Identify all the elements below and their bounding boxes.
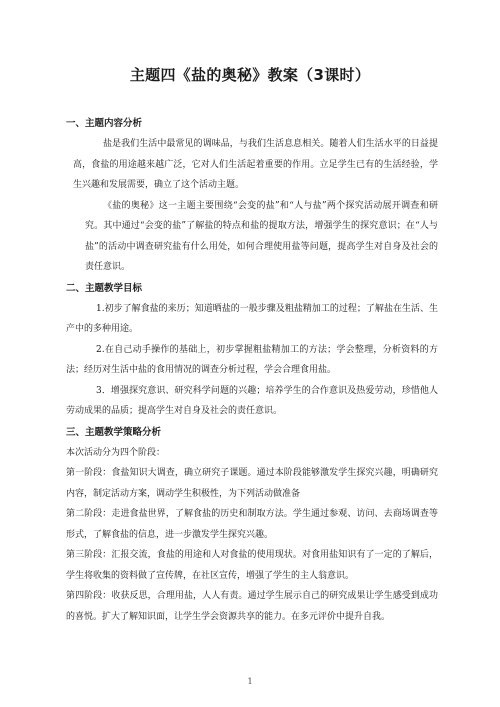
paragraph: 2.在自己动手操作的基础上，初步掌握粗盐精加工的方法；学会整理，分析资料的方法；经历对生活中盐的食用情况的调查分析过程，学会合理食用盐。 xyxy=(66,344,438,375)
section-teaching-strategy xyxy=(66,422,438,628)
section-heading: 一、主题内容分析 xyxy=(66,118,143,129)
paragraph: 盐是我们生活中最常见的调味品，与我们生活息息相关。随着人们生活水平的日益提高，食盐的用途越来越广泛，它对人们生活起着重要的作用。立足学生已有的生活经验，学生兴趣和发展需要，确立了这个活动主题。 xyxy=(73,139,438,190)
paragraph: 第二阶段：走进食盐世界，了解食盐的历史和制取方法。学生通过参观、访问、去商场调查等形式，了解食盐的信息，进一步激发学生探究兴趣。 xyxy=(66,509,438,540)
paragraph: 本次活动分为四个阶段： xyxy=(66,447,166,458)
page-number: 1 xyxy=(247,677,253,686)
paragraph: 第一阶段：食盐知识大调查，确立研究子课题。通过本阶段能够激发学生探究兴趣，明确研究内容，制定活动方案，调动学生积极性，为下列活动做准备 xyxy=(66,468,438,499)
paragraph: 3．增强探究意识、研究科学问题的兴趣；培养学生的合作意识及热爱劳动，珍惜他人劳动成果的品质；提高学生对自身及社会的责任意识。 xyxy=(66,385,438,416)
section-heading: 二、主题教学目标 xyxy=(66,282,143,294)
paragraph: 第四阶段：收获反思，合理用盐，人人有责。通过学生展示自己的研究成果让学生感受到成功的喜悦。扩大了解知识面，让学生学会资源共享的能力。在多元评价中提升自我。 xyxy=(66,591,438,622)
paragraph: 第三阶段：汇报交流，食盐的用途和人对食盐的使用现状。对食用盐知识有了一定的了解后，学生将收集的资料做了宣传牌，在社区宣传，增强了学生的主人翁意识。 xyxy=(66,550,438,581)
document-body xyxy=(66,113,438,627)
section-heading: 三、主题教学策略分析 xyxy=(66,426,162,438)
page-title: 主题四《盐的奥秘》教案（3课时） xyxy=(129,66,371,84)
section-content-analysis xyxy=(66,113,438,278)
section-teaching-goals xyxy=(66,278,438,422)
paragraph: 1.初步了解食盐的来历；知道晒盐的一般步骤及粗盐精加工的过程；了解盐在生活、生产中的多种用途。 xyxy=(66,303,438,334)
paragraph: 《盐的奥秘》这一主题主要围绕“会变的盐”和“人与盐”两个探究活动展开调查和研究。其中通过“会变的盐”了解盐的特点和盐的提取方法，增强学生的探究意识；在“人与盐”的活动中调查研究盐有什么用处，如何合理使用盐等问题，提高学生对自身及社会的责任意识。 xyxy=(85,200,438,272)
